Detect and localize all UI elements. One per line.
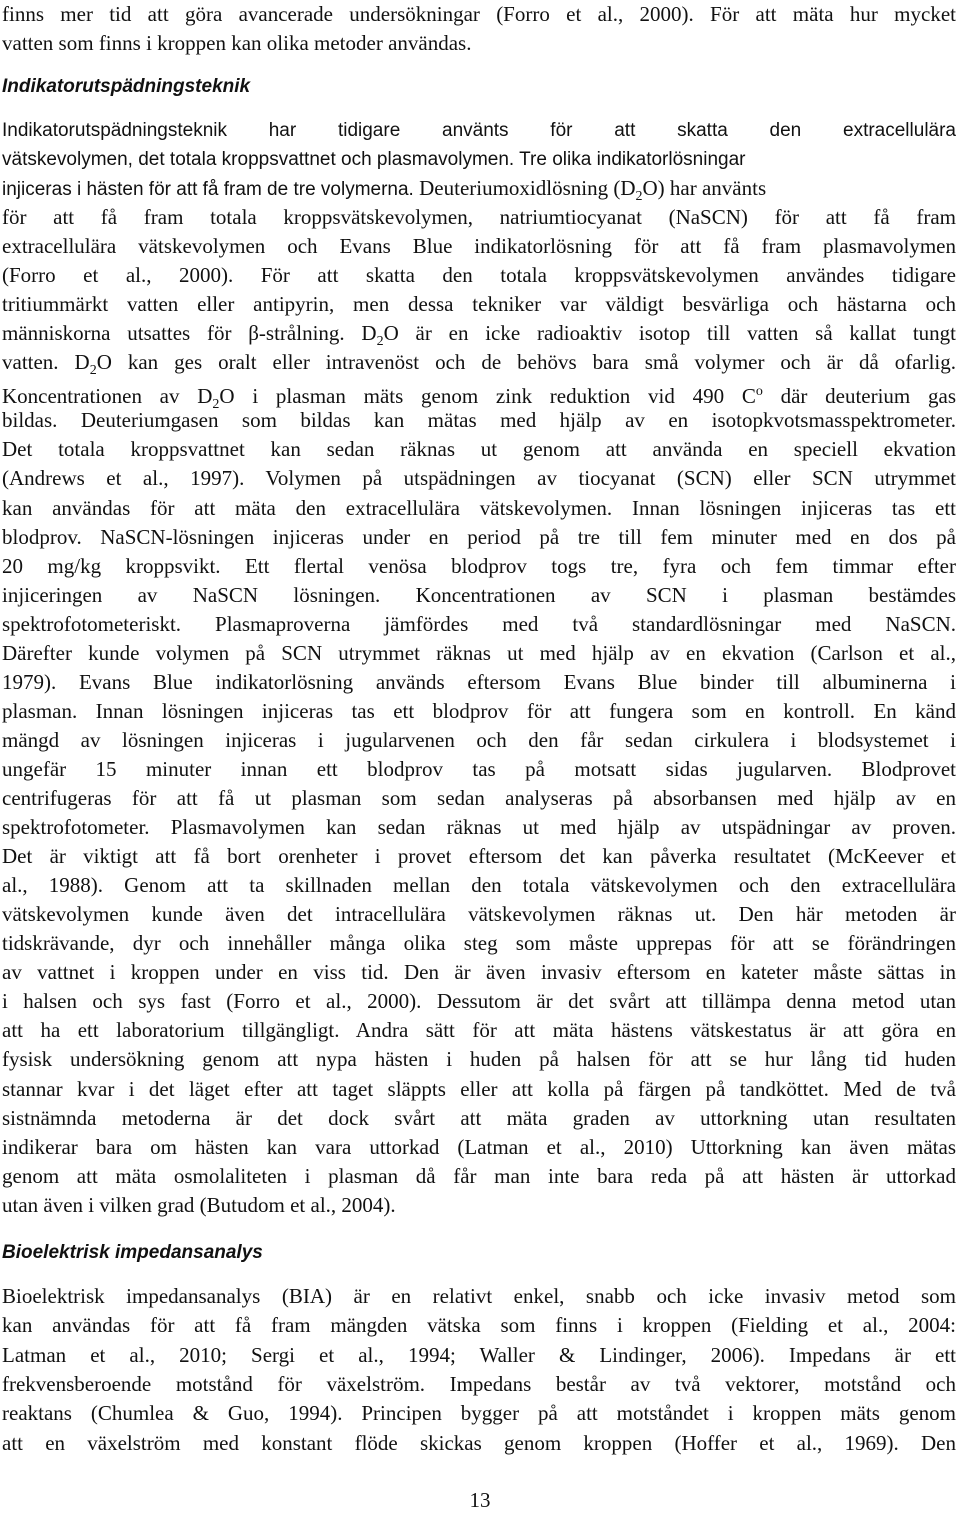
section1-body-line-30: fysisk undersökning genom att nypa hästen i huden på halsen för att se hur lång tid huden (2, 1047, 956, 1072)
section1-body-line-33: indikerar bara om hästen kan vara uttorkad (Latman et al., 2010) Uttorkning kan även mätas (2, 1134, 956, 1159)
section1-body-line-31: stannar kvar i det läget efter att taget släppts eller att kolla på färgen på tandköttet. Med de två (2, 1076, 956, 1101)
section1-body-line-25: vätskevolymen kunde även det intracellulära vätskevolymen räknas ut. Den här metoden är (2, 902, 956, 927)
section1-body-line-14: injiceringen av NaSCN lösningen. Koncentrationen av SCN i plasman bestämdes (2, 582, 956, 607)
section-heading-indikator: Indikatorutspädningsteknik (2, 76, 251, 97)
intro-line-1: finns mer tid att göra avancerade undersökningar (Forro et al., 2000). För att mäta hur mycket (2, 2, 956, 26)
section1-body-line-26: tidskrävande, dyr och innehåller många olika steg som måste upprepas för att se förändringen (2, 931, 956, 956)
section1-body-line-34: genom att mäta osmolaliteten i plasman då får man inte bara reda på att hästen är uttorkad (2, 1163, 956, 1188)
section1-body-line-5: människorna utsattes för β-strålning. $D_2O$ är en icke radioaktiv isotop till vatten så kallat tungt (2, 321, 956, 350)
section1-body-line-3: (Forro et al., 2000). För att skatta den totala kroppsvätskevolymen användes tidigare (2, 263, 956, 288)
section2-body-line-2: kan användas för att få fram mängden vätska som finns i kroppen (Fielding et al., 2004: (2, 1313, 956, 1338)
section1-body-line-13: 20 mg/kg kroppsvikt. Ett flertal venösa blodprov togs tre, fyra och fem timmar efter (2, 553, 956, 578)
section1-body-line-9: Det totala kroppsvattnet kan sedan räknas ut genom att använda en speciell ekvation (2, 437, 956, 462)
section1-body-line-35: utan även i vilken grad (Butudom et al., 2004). (2, 1192, 396, 1217)
section1-body-line-6: vatten. $D_2O$ kan ges oralt eller intravenöst och de behövs bara små volymer och är då ofarlig. (2, 350, 956, 379)
section2-body-line-3: Latman et al., 2010; Sergi et al., 1994; Waller & Lindinger, 2006). Impedans är ett (2, 1342, 956, 1367)
section1-body-line-10: (Andrews et al., 1997). Volymen på utspädningen av tiocyanat (SCN) eller SCN utrymmet (2, 466, 956, 491)
page-number: 13 (469, 1488, 491, 1512)
section1-body-line-4: tritiummärkt vatten eller antipyrin, men dessa tekniker var väldigt besvärliga och hästarna och (2, 292, 956, 317)
section1-body-line-22: spektrofotometer. Plasmavolymen kan sedan räknas ut med hjälp av utspädningar av proven. (2, 815, 956, 840)
section1-body-line-32: sistnämnda metoderna är det dock svårt att mäta graden av uttorkning utan resultaten (2, 1105, 956, 1130)
section1-body-line-17: 1979). Evans Blue indikatorlösning används eftersom Evans Blue binder till albuminerna i (2, 669, 956, 694)
section2-body-line-6: att en växelström med konstant flöde skickas genom kroppen (Hoffer et al., 1969). Den (2, 1430, 956, 1455)
section2-body-line-1: Bioelektrisk impedansanalys (BIA) är en relativt enkel, snabb och icke invasiv metod som (2, 1284, 956, 1308)
section1-body-line-1: för att få fram totala kroppsvätskevolymen, natriumtiocyanat (NaSCN) för att få fram (2, 205, 956, 229)
section1-body-line-7: Koncentrationen av $D_2O$ i plasman mäts genom zink reduktion vid 490 $C^o$ där deuterium gas (2, 384, 957, 413)
section1-line-2 (2, 145, 956, 174)
section1-body-line-18: plasman. Innan lösningen injiceras tas ett blodprov för att fungera som en kontroll. En känd (2, 698, 956, 723)
section2-body-line-4: frekvensberoende motstånd för växelström. Impedans består av två vektorer, motstånd och (2, 1371, 956, 1396)
section1-body-line-23: Det är viktigt att få bort orenheter i provet eftersom det kan påverka resultatet (McKeever et (2, 844, 956, 869)
section1-body-line-29: att ha ett laboratorium tillgängligt. Andra sätt för att mäta hästens vätskestatus är att göra en (2, 1018, 956, 1043)
intro-line-2: vatten som finns i kroppen kan olika metoder användas. (2, 31, 472, 55)
section1-body-line-8: bildas. Deuteriumgasen som bildas kan mätas med hjälp av en isotopkvotsmasspektrometer. (2, 408, 956, 433)
section1-body-line-24: al., 1988). Genom att ta skillnaden mellan den totala vätskevolymen och den extracellulära (2, 873, 956, 898)
section1-body-line-15: spektrofotometeriskt. Plasmaproverna jämfördes med två standardlösningar med NaSCN. (2, 611, 956, 636)
section1-line-2-tail: Tre olika indikatorlösningar (519, 149, 746, 170)
section1-line-2-text: vätskevolymen, det totala kroppsvattnet och plasmavolymen. (2, 149, 515, 170)
section2-body-line-5: reaktans (Chumlea & Guo, 1994). Principen bygger på att motståndet i kroppen mäts genom (2, 1401, 956, 1426)
section1-body-line-19: mängd av lösningen injiceras i jugularvenen och den får sedan cirkulera i blodsystemet i (2, 727, 956, 752)
section1-line-3-tail: Deuteriumoxidlösning $(D_2O)$ har använts (419, 176, 767, 205)
section1-body-line-21: centrifugeras för att få ut plasman som sedan analyseras på absorbansen med hjälp av en (2, 786, 956, 810)
section1-line-3-text: injiceras i hästen för att få fram de tre volymerna. (2, 179, 414, 200)
section1-body-line-16: Därefter kunde volymen på SCN utrymmet räknas ut med hjälp av en ekvation (Carlson et al., (2, 640, 956, 665)
section1-body-line-27: av vattnet i kroppen under en viss tid. Den är även invasiv eftersom en kateter måste sättas in (2, 960, 956, 985)
section-heading-bia: Bioelektrisk impedansanalys (2, 1242, 263, 1263)
section1-line-1: Indikatorutspädningsteknik har tidigare använts för att skatta den extracellulära (2, 120, 956, 141)
section1-body-line-12: blodprov. NaSCN-lösningen injiceras under en period på tre till fem minuter med en dos på (2, 524, 956, 549)
section1-body-line-11: kan användas för att mäta den extracellulära vätskevolymen. Innan lösningen injiceras tas ett (2, 495, 956, 520)
section1-body-line-2: extracellulära vätskevolymen och Evans Blue indikatorlösning för att få fram plasmavolymen (2, 234, 956, 259)
section1-body-line-28: i halsen och sys fast (Forro et al., 2000). Dessutom är det svårt att tillämpa denna metod utan (2, 989, 956, 1014)
section1-body-line-20: ungefär 15 minuter innan ett blodprov tas på motsatt sidas jugularven. Blodprovet (2, 756, 956, 781)
